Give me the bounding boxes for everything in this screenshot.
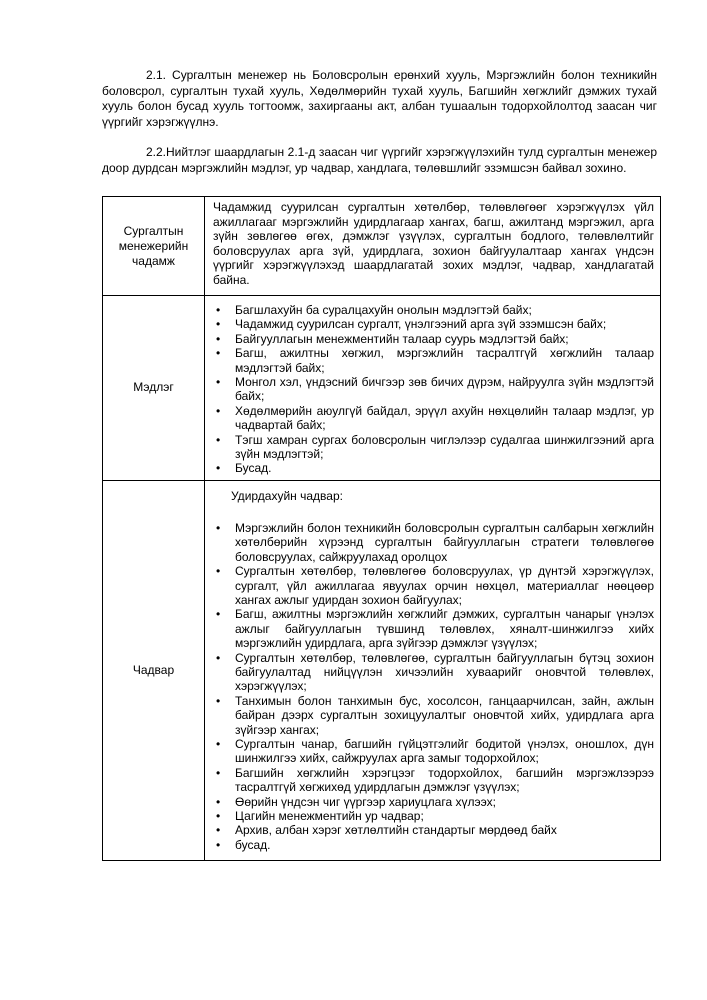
- label-knowledge: Мэдлэг: [103, 296, 205, 481]
- paragraph-2-1: [102, 68, 657, 130]
- knowledge-content: [205, 296, 661, 481]
- list-item: • Багшийн хөгжлийн хэрэгцээг тодорхойлох, багшийн мэргэжлээрээ тасралтгүй хөгжихөд удирдлагын дэмжлэг үзүүлэх;: [235, 766, 654, 795]
- list-item: • Сургалтын чанар, багшийн гүйцэтгэлийг бодитой үнэлэх, оношлох, дүн шинжилгээ хийх, сайжруулах арга замыг тодорхойлох;: [235, 737, 654, 766]
- requirements-table: [102, 196, 661, 861]
- list-item: • Багш, ажилтны мэргэжлийн хөгжлийг дэмжих, сургалтын чанарыг үнэлэх ажлыг байгууллагын түвшинд төлөвлөх, хяналт-шинжилгээ хийх мэргэжлийн удирдлага, арга зүйгээр дэмжлэг үзүүлэх;: [235, 607, 654, 650]
- list-item: • Байгууллагын менежментийн талаар суурь мэдлэгтэй байх;: [235, 332, 654, 346]
- paragraph-2-2-text: 2.2.Нийтлэг шаардлагын 2.1-д заасан чиг үүргийг хэрэгжүүлэхийн тулд сургалтын менежер доор дурдсан мэргэжлийн мэдлэг, ур чадвар, хандлага, төлөвшлийг эзэмшсэн байвал зохино.: [102, 145, 657, 175]
- skills-list: [213, 521, 654, 852]
- row-knowledge: [103, 296, 661, 481]
- paragraph-2-1-text: 2.1. Сургалтын менежер нь Боловсролын ерөнхий хууль, Мэргэжлийн болон техникийн боловсрол, сургалтын тухай хууль, Хөдөлмөрийн тухай хууль, Багшийн хөгжлийг дэмжих тухай хууль болон бусад хууль тогтоомж, захиргааны акт, албан тушаалын тодорхойлолтод заасан чиг үүргийг хэрэгжүүлнэ.: [102, 68, 657, 129]
- list-item: • Тэгш хамран сургах боловсролын чиглэлээр судалгаа шинжилгээний арга зүйн мэдлэгтэй;: [235, 433, 654, 462]
- list-item: • Сургалтын хөтөлбөр, төлөвлөгөө, сургалтын байгууллагын бүтэц зохион байгуулалтад нийцүүлэн хичээлийн хуваарийг оновчтой төлөвлөх, хэрэгжүүлэх;: [235, 651, 654, 694]
- list-item: • Цагийн менежментийн ур чадвар;: [235, 809, 654, 823]
- list-item: • Монгол хэл, үндэсний бичгээр зөв бичих дүрэм, найруулга зүйн мэдлэгтэй байх;: [235, 375, 654, 404]
- list-item: • бусад.: [235, 838, 654, 852]
- paragraph-2-2: [102, 145, 657, 176]
- knowledge-list: [213, 303, 654, 476]
- label-competency: Сургалтын менежерийн чадамж: [103, 197, 205, 296]
- list-item: • Танхимын болон танхимын бус, хосолсон, ганцаарчилсан, зайн, ажлын байран дээрх сургалтын зохицуулалтыг оновчтой хийх, удирдлага арга зүйгээр хангах;: [235, 694, 654, 737]
- list-item: • Мэргэжлийн болон техникийн боловсролын сургалтын салбарын хөгжлийн хөтөлбөрийн хүрээнд сургалтын байгууллагын стратеги төлөвлөгөө боловсруулах, сайжруулахад оролцох: [235, 521, 654, 564]
- label-skills: Чадвар: [103, 480, 205, 860]
- list-item: • Хөдөлмөрийн аюулгүй байдал, эрүүл ахуйн нөхцөлийн талаар мэдлэг, ур чадвартай байх;: [235, 404, 654, 433]
- list-item: • Өөрийн үндсэн чиг үүргээр хариуцлага хүлээх;: [235, 795, 654, 809]
- skills-content: [205, 480, 661, 860]
- competency-description: Чадамжид суурилсан сургалтын хөтөлбөр, төлөвлөгөөг хэрэгжүүлэх үйл ажиллагааг мэргэжлийн удирдлагаар хангах, багш, ажилтанд мэргэжил, арга зүйн зөвлөгөө өгөх, дэмжлэг үзүүлэх, сургалтын бодлого, төлөвлөлтийг боловсруулах арга зүй, удирдлага, зохион байгуулалтаар хангах үндсэн үүргийг хэрэгжүүлэхэд шаардлагатай зохих мэдлэг, чадвар, хандлагатай байна.: [205, 197, 661, 296]
- list-item: • Чадамжид суурилсан сургалт, үнэлгээний арга зүй эзэмшсэн байх;: [235, 317, 654, 331]
- list-item: • Бусад.: [235, 461, 654, 475]
- list-item: • Багшлахуйн ба суралцахуйн онолын мэдлэгтэй байх;: [235, 303, 654, 317]
- skills-subheading: Удирдахуйн чадвар:: [231, 488, 343, 503]
- row-competency: [103, 197, 661, 296]
- list-item: • Багш, ажилтны хөгжил, мэргэжлийн тасралтгүй хөгжлийн талаар мэдлэгтэй байх;: [235, 346, 654, 375]
- list-item: • Архив, албан хэрэг хөтлөлтийн стандартыг мөрдөөд байх: [235, 823, 654, 837]
- row-skills: [103, 480, 661, 860]
- list-item: • Сургалтын хөтөлбөр, төлөвлөгөө боловсруулах, үр дүнтэй хэрэгжүүлэх, сургалт, үйл ажиллагаа явуулах орчин нөхцөл, материаллаг нөөцөөр хангах ажлыг удирдан зохион байгуулах;: [235, 564, 654, 607]
